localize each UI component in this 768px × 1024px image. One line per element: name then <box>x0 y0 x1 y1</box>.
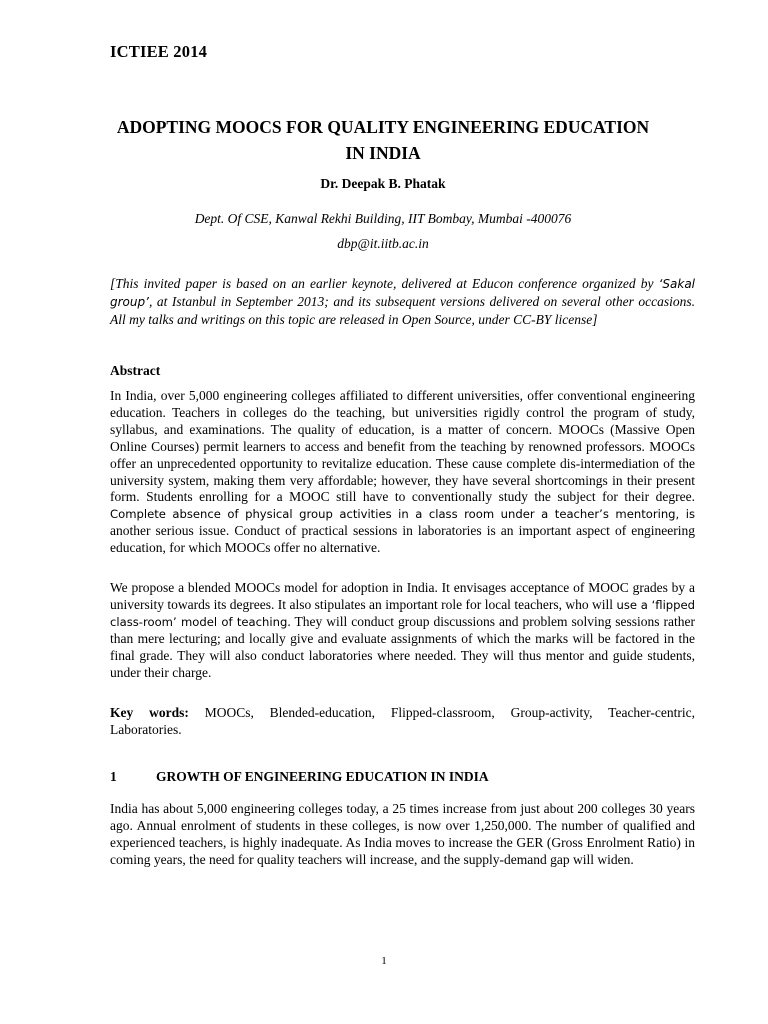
abstract-paragraph-1 <box>110 388 695 557</box>
page-number: 1 <box>381 955 387 967</box>
section-1-title: GROWTH OF ENGINEERING EDUCATION IN INDIA <box>156 769 489 784</box>
abstract-p2-part-c: . They will conduct group discussions and problem solving sessions rather than mere lecturing; and locally give and evaluate assignments of which the marks will be factored in the final grade. They will also conduct laboratories where needed. They will thus mentor and guide students, under their charge. <box>110 613 695 680</box>
author-email: dbp@it.iitb.ac.in <box>337 236 429 251</box>
abstract-p1-part-b: Complete absence of physical group activities in a class room under a teacher’s mentoring, is <box>110 507 695 522</box>
author-name: Dr. Deepak B. Phatak <box>320 176 446 191</box>
note-text-start: [This invited paper is based on an earlier keynote, delivered at Educon conference organized by <box>110 276 659 291</box>
section-1-number: 1 <box>110 769 117 784</box>
section-1-paragraph: India has about 5,000 engineering colleges today, a 25 times increase from just about 200 colleges 30 years ago. Annual enrolment of students in these colleges, is now over 1,250,000. The number of qualified and experienced teachers, is highly inadequate. As India moves to increase the GER (Gross Enrolment Ratio) in coming years, the need for quality teachers will increase, and the supply-demand gap will widen. <box>110 801 695 867</box>
abstract-heading: Abstract <box>110 363 161 378</box>
note-text-end: , at Istanbul in September 2013; and its subsequent versions delivered on several other occasions. All my talks and writings on this topic are released in Open Source, under CC-BY license] <box>110 294 695 327</box>
section-1-heading <box>110 769 489 785</box>
invited-paper-note <box>110 275 695 328</box>
note-sakal-group: ‘Sakal group’ <box>110 277 695 309</box>
abstract-p1-part-a: In India, over 5,000 engineering colleges affiliated to different universities, offer conventional engineering education. Teachers in colleges do the teaching, but universities rigidly control the program of study, syllabus, and examinations. The quality of education, is a matter of concern. MOOCs (Massive Open Online Courses) permit learners to access and benefit from the teaching by renowned professors. MOOCs offer an unprecedented opportunity to revitalize education. These cause complete dis-intermediation of the university system, making them very affordable; however, they have several shortcomings in their present form. Students enrolling for a MOOC still have to conventionally study the subject for their degree. <box>110 388 695 505</box>
keywords-paragraph <box>110 705 695 739</box>
paper-title: ADOPTING MOOCS FOR QUALITY ENGINEERING EDUCATION IN INDIA <box>116 117 650 163</box>
keywords-list: MOOCs, Blended-education, Flipped-classroom, Group-activity, Teacher-centric, Laboratories. <box>110 705 695 737</box>
abstract-p1-part-c: another serious issue. Conduct of practical sessions in laboratories is an important aspect of engineering education, for which MOOCs offer no alternative. <box>110 523 695 556</box>
abstract-paragraph-2 <box>110 580 695 681</box>
conference-header: ICTIEE 2014 <box>110 42 208 61</box>
abstract-p2-part-b: use a ‘flipped class-room’ model of teaching <box>110 597 695 629</box>
author-affiliation: Dept. Of CSE, Kanwal Rekhi Building, IIT Bombay, Mumbai -400076 <box>194 211 572 226</box>
abstract-p2-part-a: We propose a blended MOOCs model for adoption in India. It envisages acceptance of MOOC grades by a university towards its degrees. It also stipulates an important role for local teachers, who will <box>110 580 695 612</box>
keywords-label: Key words: <box>110 705 189 720</box>
